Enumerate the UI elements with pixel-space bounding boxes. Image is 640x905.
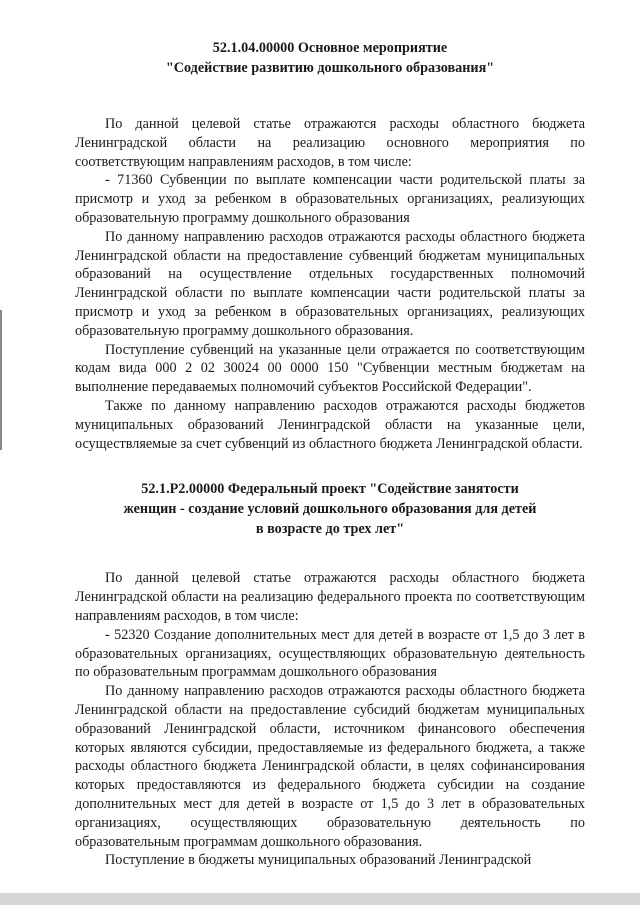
section1-body <box>75 115 585 453</box>
paragraph: Поступление субвенций на указанные цели отражается по соответствующим кодам вида 000 2 02 30024 00 0000 150 "Субвенции местным бюджетам на выполнение передаваемых полномочий субъектов Российской Федерации". <box>75 341 585 396</box>
spacer <box>75 539 585 569</box>
scan-bottom-edge <box>0 893 640 905</box>
section1-title-line1: 52.1.04.00000 Основное мероприятие <box>212 40 448 56</box>
paragraph: По данной целевой статье отражаются расходы областного бюджета Ленинградской области на реализацию основного мероприятия по соответствующим направлениям расходов, в том числе: <box>75 116 585 170</box>
section1-title-line2: "Содействие развитию дошкольного образования" <box>165 60 495 76</box>
section2-title-line1: 52.1.Р2.00000 Федеральный проект "Содействие занятости <box>141 481 519 498</box>
section1-heading <box>75 38 585 78</box>
section2-title-line2: женщин - создание условий дошкольного образования для детей <box>123 501 537 518</box>
paragraph: Поступление в бюджеты муниципальных образований Ленинградской <box>105 852 532 869</box>
paragraph: - 71360 Субвенции по выплате компенсации части родительской платы за присмотр и уход за ребенком в образовательных организациях, реализующих образовательную программу дошкольного образования <box>75 172 585 226</box>
paragraph: По данному направлению расходов отражаются расходы областного бюджета Ленинградской области на предоставление субвенций бюджетам муниципальных образований на осуществление отдельных государственных полномочий Ленинградской области по выплате компенсации части родительской платы за присмотр и уход за ребенком в образовательных организациях, реализующих образовательную программу дошкольного образования. <box>75 228 585 339</box>
paragraph: - 52320 Создание дополнительных мест для детей в возрасте от 1,5 до 3 лет в образовательных организациях, осуществляющих образовательную деятельность по образовательным программам дошкольного образования <box>75 626 585 681</box>
scan-edge-mark <box>0 310 2 450</box>
spacer <box>75 78 585 115</box>
paragraph: По данному направлению расходов отражаются расходы областного бюджета Ленинградской области на предоставление субсидий бюджетам муниципальных образований Ленинградской области, источником финансового обеспечения которых являются субсидии, предоставляемые из федерального бюджета, а также расходы областного бюджета Ленинградской области, в целях софинансирования которых предоставляются из федерального бюджета субсидии на создание дополнительных мест для детей в возрасте от 1,5 до 3 лет в образовательных организациях, осуществляющих образовательную деятельность по образовательным программам дошкольного образования. <box>75 683 585 850</box>
section2-title-line3: в возрасте до трех лет" <box>255 521 405 538</box>
paragraph: По данной целевой статье отражаются расходы областного бюджета Ленинградской области на реализацию федерального проекта по соответствующим направлениям расходов, в том числе: <box>75 570 585 624</box>
section2-body <box>75 569 585 870</box>
section2-heading <box>75 479 585 539</box>
spacer <box>75 453 585 479</box>
paragraph: Также по данному направлению расходов отражаются расходы бюджетов муниципальных образований Ленинградской области на указанные цели, осуществляемые за счет субвенций из областного бюджета Ленинградской области. <box>75 397 585 452</box>
document-page <box>75 38 585 870</box>
